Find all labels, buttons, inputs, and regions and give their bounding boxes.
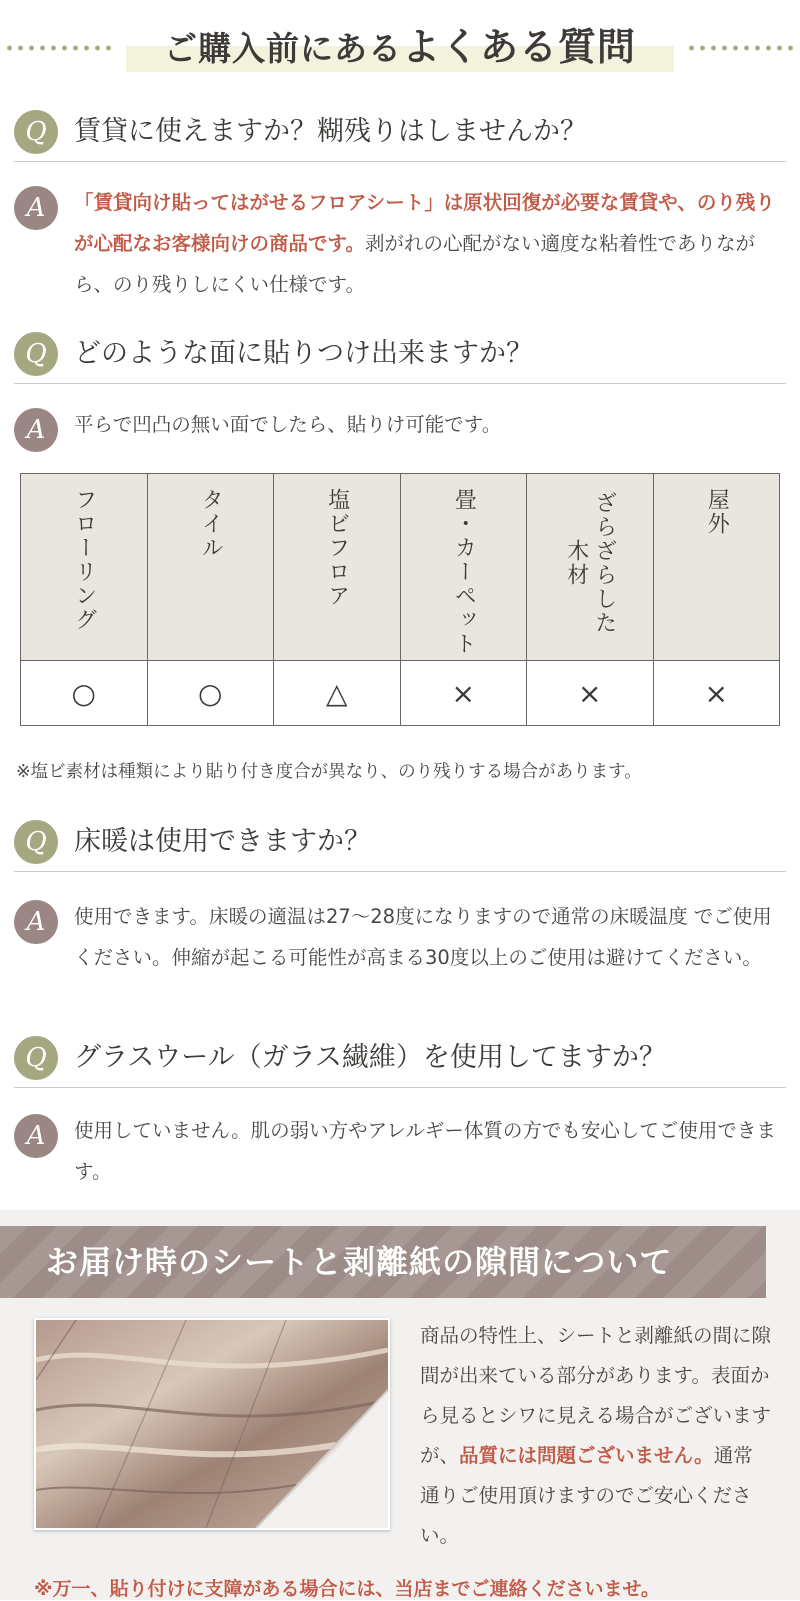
table-mark-cell: × <box>400 661 527 726</box>
a-badge-icon: A <box>14 1114 58 1158</box>
faq-answer-4 <box>14 1110 786 1192</box>
table-header-cell: フローリング <box>21 474 148 661</box>
answer-text: 平らで凹凸の無い面でしたら、貼りけ可能です。 <box>74 413 502 436</box>
faq-question-4 <box>14 1030 786 1088</box>
table-header-row <box>21 474 780 661</box>
answer-text: 使用できます。床暖の適温は27～28度になりますので通常の床暖温度 でご使用ください。伸縮が起こる可能性が高まる30度以上のご使用は避けてください。 <box>74 905 772 969</box>
section-banner <box>0 1226 766 1298</box>
faq-answer-3 <box>14 896 786 978</box>
a-badge-icon: A <box>14 900 58 944</box>
table-header-cell: ざらざらした 木材 <box>527 474 654 661</box>
faq-answer-1 <box>14 182 786 305</box>
table-mark-cell: ○ <box>147 661 274 726</box>
surface-compatibility-table <box>20 473 780 726</box>
a-badge-icon: A <box>14 408 58 452</box>
table-mark-cell: △ <box>274 661 401 726</box>
page-header <box>0 0 800 96</box>
a-badge-icon: A <box>14 186 58 230</box>
answer-text: 使用していません。肌の弱い方やアレルギー体質の方でも安心してご使用できます。 <box>74 1119 776 1183</box>
divider <box>14 1087 786 1088</box>
q-badge-icon: Q <box>14 110 58 154</box>
answer-text: 剥がれの心配がない適度な粘着性でありながら、のり残りしにくい仕様です。 <box>74 232 755 296</box>
question-text: グラスウール（ガラス繊維）を使用してますか？ <box>74 1042 666 1073</box>
title-main: よくある質問 <box>401 25 636 69</box>
page-title <box>126 18 674 76</box>
faq-question-2 <box>14 326 786 384</box>
q-badge-icon: Q <box>14 820 58 864</box>
q-badge-icon: Q <box>14 332 58 376</box>
table-header-cell: タイル <box>147 474 274 661</box>
dots-decoration-right <box>686 45 796 51</box>
banner-title: お届け時のシートと剥離紙の隙間について <box>46 1243 673 1281</box>
dots-decoration-left <box>4 45 114 51</box>
divider <box>14 871 786 872</box>
q-badge-icon: Q <box>14 1036 58 1080</box>
gap-description: 商品の特性上、シートと剥離紙の間に隙間が出来ている部分があります。表面から見るとシワに見える場合がございますが、品質には問題ございません。通常通りご使用頂けますのでご安心ください。 <box>420 1324 772 1547</box>
title-prefix: ご購入前にある <box>163 29 402 68</box>
question-text: 賃貸に使えますか？糊残りはしませんか？ <box>74 116 587 147</box>
faq-question-3 <box>14 814 786 872</box>
question-text: どのような面に貼りつけ出来ますか？ <box>74 338 533 369</box>
gap-info-section <box>0 1210 800 1600</box>
table-header-cell: 屋外 <box>653 474 780 661</box>
faq-answer-2 <box>14 404 786 445</box>
table-mark-cell: × <box>653 661 780 726</box>
divider <box>14 383 786 384</box>
quality-highlight: 品質には問題ございません。 <box>459 1444 714 1467</box>
table-header-cell: 塩ビフロア <box>274 474 401 661</box>
table-mark-cell: × <box>527 661 654 726</box>
divider <box>14 161 786 162</box>
contact-note: ※万一、貼り付けに支障がある場合には、当店までご連絡くださいませ。 <box>34 1578 660 1600</box>
faq-question-1 <box>14 104 786 162</box>
answer-highlight: 「賃貸向け貼ってはがせるフロアシート」は原状回復が必要な賃貸や、のり残りが心配なお客様向けの商品です。 <box>74 191 775 255</box>
wood-sheet-illustration <box>36 1320 388 1528</box>
table-note: ※塩ビ素材は種類により貼り付き度合が異なり、のり残りする場合があります。 <box>16 762 642 782</box>
table-row <box>21 661 780 726</box>
table-mark-cell: ○ <box>21 661 148 726</box>
table-header-cell: 畳・カーペット <box>400 474 527 661</box>
question-text: 床暖は使用できますか？ <box>74 826 371 857</box>
wood-sheet-photo <box>34 1318 390 1530</box>
